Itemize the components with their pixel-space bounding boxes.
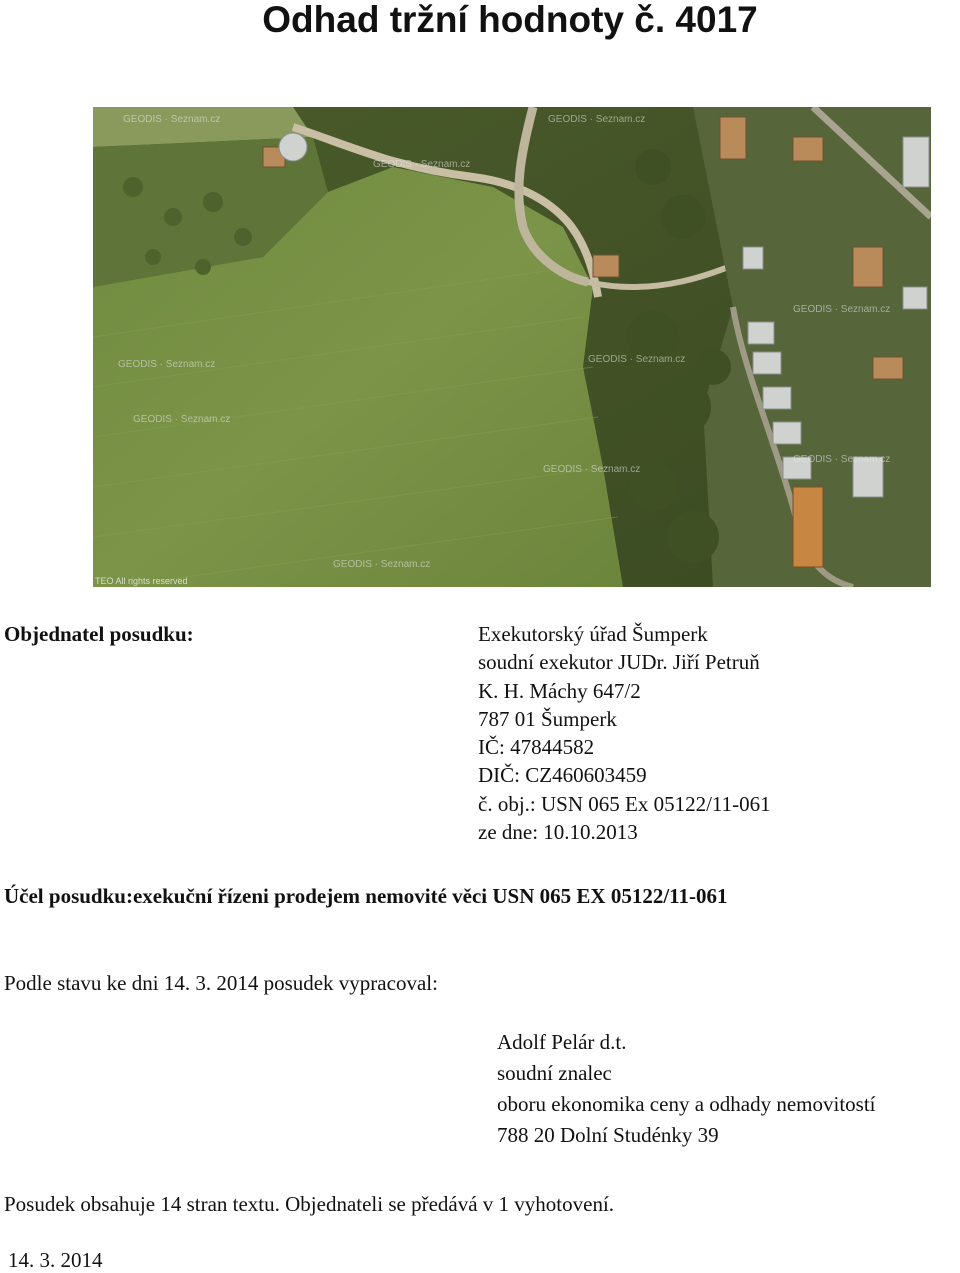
contents-note: Posudek obsahuje 14 stran textu. Objednateli se předává v 1 vyhotovení.	[4, 1192, 615, 1216]
client-city: 787 01 Šumperk	[478, 706, 617, 731]
client-details	[478, 620, 771, 846]
photo-copyright: TEO All rights reserved	[95, 576, 188, 586]
svg-text:GEODIS · Seznam.cz: GEODIS · Seznam.cz	[373, 159, 471, 170]
aerial-photo	[93, 107, 931, 587]
expert-name: Adolf Pelár d.t.	[497, 1030, 627, 1054]
purpose-line: Účel posudku:exekuční řízeni prodejem nemovité věci USN 065 EX 05122/11-061	[4, 884, 728, 908]
svg-text:GEODIS · Seznam.cz: GEODIS · Seznam.cz	[118, 359, 216, 370]
expert-role: soudní znalec	[497, 1061, 612, 1085]
expert-details	[497, 1028, 876, 1152]
svg-text:GEODIS · Seznam.cz: GEODIS · Seznam.cz	[588, 354, 686, 365]
document-date: 14. 3. 2014	[8, 1248, 103, 1272]
client-executor: soudní exekutor JUDr. Jiří Petruň	[478, 650, 760, 675]
client-dic: DIČ: CZ460603459	[478, 763, 647, 788]
svg-text:GEODIS · Seznam.cz: GEODIS · Seznam.cz	[543, 464, 641, 475]
svg-text:GEODIS · Seznam.cz: GEODIS · Seznam.cz	[793, 304, 891, 315]
prepared-statement: Podle stavu ke dni 14. 3. 2014 posudek vypracoval:	[4, 971, 438, 995]
expert-field: oboru ekonomika ceny a odhady nemovitostí	[497, 1092, 876, 1116]
client-office: Exekutorský úřad Šumperk	[478, 622, 708, 646]
document-title: Odhad tržní hodnoty č. 4017	[262, 0, 758, 40]
client-label: Objednatel posudku:	[4, 622, 194, 646]
svg-text:GEODIS · Seznam.cz: GEODIS · Seznam.cz	[333, 559, 431, 570]
svg-text:GEODIS · Seznam.cz: GEODIS · Seznam.cz	[548, 114, 646, 125]
client-ico: IČ: 47844582	[478, 735, 595, 760]
expert-address: 788 20 Dolní Studénky 39	[497, 1123, 719, 1147]
svg-text:GEODIS · Seznam.cz: GEODIS · Seznam.cz	[133, 414, 231, 425]
svg-text:GEODIS · Seznam.cz: GEODIS · Seznam.cz	[123, 114, 221, 125]
client-order-date: ze dne: 10.10.2013	[478, 820, 638, 845]
client-street: K. H. Máchy 647/2	[478, 678, 641, 703]
svg-text:GEODIS · Seznam.cz: GEODIS · Seznam.cz	[793, 454, 891, 465]
client-order-number: č. obj.: USN 065 Ex 05122/11-061	[478, 791, 771, 816]
